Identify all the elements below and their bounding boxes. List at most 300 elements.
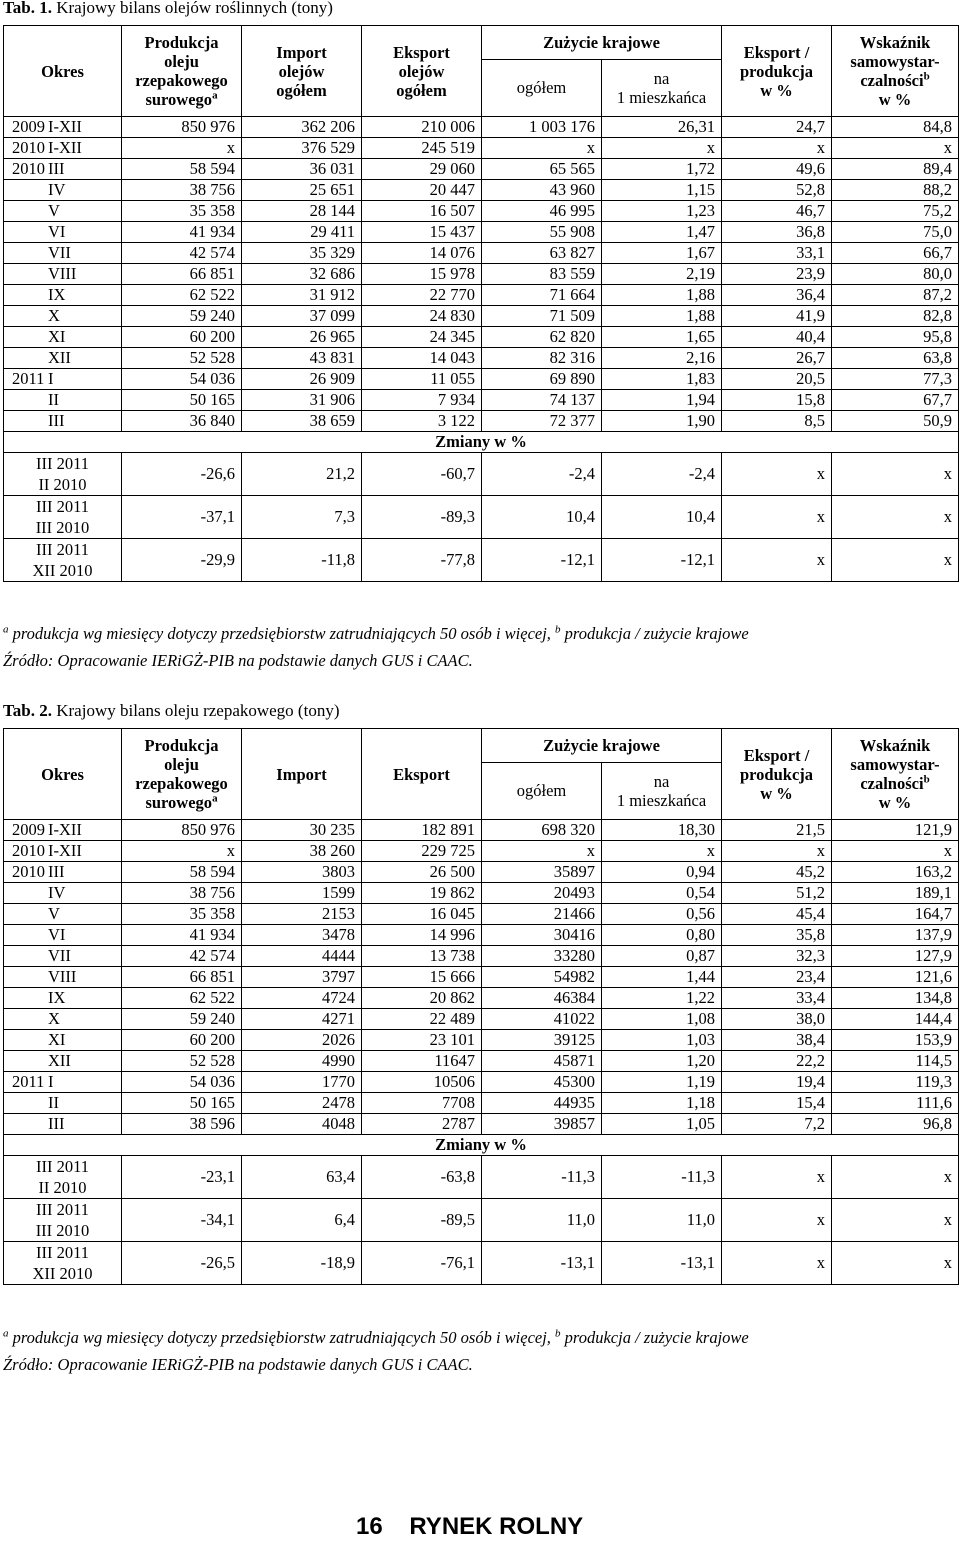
value-cell: 698 320 — [482, 820, 602, 841]
value-cell: 1,90 — [602, 411, 722, 432]
value-cell: 1,05 — [602, 1114, 722, 1135]
value-cell: 15,8 — [722, 390, 832, 411]
value-cell: x — [722, 841, 832, 862]
period-month: VIII — [48, 264, 77, 283]
value-cell: 21,5 — [722, 820, 832, 841]
value-cell: 36 840 — [122, 411, 242, 432]
period-cell — [4, 1051, 122, 1072]
value-cell: 24 830 — [362, 306, 482, 327]
period-month: I-XII — [48, 117, 82, 136]
period-year: 2009 — [12, 820, 45, 839]
value-cell: 1,44 — [602, 967, 722, 988]
value-cell: 1,03 — [602, 1030, 722, 1051]
value-cell: 15 978 — [362, 264, 482, 285]
value-cell: 14 996 — [362, 925, 482, 946]
table-2-footnote: $^a$ produkcja wg miesięcy dotyczy przedsiębiorstw zatrudniających 50 osób i więcej, $^b$ produkcja / zużycie krajowe — [3, 1327, 749, 1347]
table-row — [4, 159, 959, 180]
period-month: V — [48, 201, 60, 220]
value-cell: 376 529 — [242, 138, 362, 159]
change-value-cell: -26,5 — [122, 1242, 242, 1285]
comparison-period-cell — [4, 1156, 122, 1199]
value-cell: 153,9 — [832, 1030, 959, 1051]
period-month: I — [48, 369, 54, 388]
value-cell: 58 594 — [122, 159, 242, 180]
table-row — [4, 883, 959, 904]
value-cell: 1,08 — [602, 1009, 722, 1030]
value-cell: 2026 — [242, 1030, 362, 1051]
period-month: III — [48, 159, 65, 178]
header-eksport: Eksport — [362, 729, 482, 820]
value-cell: 33,4 — [722, 988, 832, 1009]
value-cell: 38,4 — [722, 1030, 832, 1051]
value-cell: 39125 — [482, 1030, 602, 1051]
period-cell — [4, 243, 122, 264]
table-row — [4, 967, 959, 988]
value-cell: 80,0 — [832, 264, 959, 285]
period-month: II — [48, 390, 59, 409]
period-month: XII — [48, 1051, 71, 1070]
period-cell — [4, 820, 122, 841]
value-cell: 1770 — [242, 1072, 362, 1093]
period-month: I — [48, 1072, 54, 1091]
value-cell: 0,80 — [602, 925, 722, 946]
value-cell: 52 528 — [122, 1051, 242, 1072]
change-row — [4, 539, 959, 582]
period-cell — [4, 117, 122, 138]
period-cell — [4, 1072, 122, 1093]
table-2-title: Krajowy bilans oleju rzepakowego (tony) — [56, 701, 340, 720]
value-cell: 16 045 — [362, 904, 482, 925]
value-cell: 38 260 — [242, 841, 362, 862]
header-import: Import olejów ogółem — [242, 26, 362, 117]
change-value-cell: 10,4 — [482, 496, 602, 539]
value-cell: 20,5 — [722, 369, 832, 390]
value-cell: 96,8 — [832, 1114, 959, 1135]
table-row — [4, 180, 959, 201]
value-cell: 62 522 — [122, 285, 242, 306]
change-value-cell: -60,7 — [362, 453, 482, 496]
change-value-cell: x — [722, 1242, 832, 1285]
period-year: 2010 — [12, 138, 45, 157]
value-cell: 36 031 — [242, 159, 362, 180]
comparison-period-cell — [4, 496, 122, 539]
change-value-cell: -89,3 — [362, 496, 482, 539]
value-cell: 20 862 — [362, 988, 482, 1009]
value-cell: 189,1 — [832, 883, 959, 904]
value-cell: 35 329 — [242, 243, 362, 264]
table-row — [4, 243, 959, 264]
value-cell: 52 528 — [122, 348, 242, 369]
value-cell: 26,7 — [722, 348, 832, 369]
value-cell: 43 960 — [482, 180, 602, 201]
value-cell: 41,9 — [722, 306, 832, 327]
value-cell: x — [602, 138, 722, 159]
value-cell: 60 200 — [122, 1030, 242, 1051]
header-zuzycie: Zużycie krajowe — [482, 26, 722, 60]
comparison-top: III 2011 — [36, 1243, 89, 1262]
value-cell: 15,4 — [722, 1093, 832, 1114]
value-cell: 137,9 — [832, 925, 959, 946]
value-cell: 38 659 — [242, 411, 362, 432]
header-import: Import — [242, 729, 362, 820]
table-row — [4, 988, 959, 1009]
value-cell: 21466 — [482, 904, 602, 925]
value-cell: 31 906 — [242, 390, 362, 411]
change-row — [4, 453, 959, 496]
change-value-cell: x — [832, 496, 959, 539]
period-cell — [4, 327, 122, 348]
value-cell: 75,0 — [832, 222, 959, 243]
value-cell: 72 377 — [482, 411, 602, 432]
value-cell: 127,9 — [832, 946, 959, 967]
value-cell: 58 594 — [122, 862, 242, 883]
value-cell: 3478 — [242, 925, 362, 946]
value-cell: 111,6 — [832, 1093, 959, 1114]
value-cell: 245 519 — [362, 138, 482, 159]
value-cell: 0,87 — [602, 946, 722, 967]
value-cell: 38,0 — [722, 1009, 832, 1030]
value-cell: 14 076 — [362, 243, 482, 264]
table-row — [4, 285, 959, 306]
period-month: IV — [48, 180, 66, 199]
value-cell: 45,2 — [722, 862, 832, 883]
comparison-bottom: XII 2010 — [32, 561, 93, 580]
change-value-cell: -89,5 — [362, 1199, 482, 1242]
value-cell: 2478 — [242, 1093, 362, 1114]
period-month: IX — [48, 988, 66, 1007]
value-cell: 43 831 — [242, 348, 362, 369]
table-1-number: Tab. 1. — [3, 0, 52, 17]
change-value-cell: -13,1 — [482, 1242, 602, 1285]
value-cell: 59 240 — [122, 306, 242, 327]
value-cell: 69 890 — [482, 369, 602, 390]
period-month: I-XII — [48, 820, 82, 839]
value-cell: 88,2 — [832, 180, 959, 201]
value-cell: x — [722, 138, 832, 159]
value-cell: x — [482, 841, 602, 862]
value-cell: 77,3 — [832, 369, 959, 390]
change-value-cell: -26,6 — [122, 453, 242, 496]
value-cell: 66,7 — [832, 243, 959, 264]
table-row — [4, 411, 959, 432]
value-cell: 4048 — [242, 1114, 362, 1135]
value-cell: 33280 — [482, 946, 602, 967]
value-cell: 82 316 — [482, 348, 602, 369]
header-eksport-produkcja: Eksport / produkcja w % — [722, 729, 832, 820]
table-1 — [3, 25, 959, 582]
header-produkcja: Produkcja oleju rzepakowego surowego$^a$ — [122, 26, 242, 117]
table-2-caption — [3, 701, 339, 721]
header-ogolem: ogółem — [482, 59, 602, 116]
table-row — [4, 862, 959, 883]
value-cell: 3797 — [242, 967, 362, 988]
value-cell: 1,15 — [602, 180, 722, 201]
value-cell: 23 101 — [362, 1030, 482, 1051]
value-cell: 134,8 — [832, 988, 959, 1009]
period-month: X — [48, 1009, 60, 1028]
change-value-cell: -34,1 — [122, 1199, 242, 1242]
period-cell — [4, 925, 122, 946]
value-cell: 19,4 — [722, 1072, 832, 1093]
comparison-period-cell — [4, 1199, 122, 1242]
header-eksport: Eksport olejów ogółem — [362, 26, 482, 117]
value-cell: 1,22 — [602, 988, 722, 1009]
value-cell: 54 036 — [122, 1072, 242, 1093]
period-cell — [4, 1093, 122, 1114]
period-month: XII — [48, 348, 71, 367]
period-cell — [4, 348, 122, 369]
value-cell: 52,8 — [722, 180, 832, 201]
change-value-cell: -29,9 — [122, 539, 242, 582]
value-cell: 4271 — [242, 1009, 362, 1030]
value-cell: 1,47 — [602, 222, 722, 243]
header-okres: Okres — [4, 729, 122, 820]
comparison-bottom: II 2010 — [38, 1178, 87, 1197]
header-ogolem: ogółem — [482, 762, 602, 819]
value-cell: 119,3 — [832, 1072, 959, 1093]
change-value-cell: 11,0 — [602, 1199, 722, 1242]
value-cell: 26,31 — [602, 117, 722, 138]
value-cell: 13 738 — [362, 946, 482, 967]
table-2-source: Źródło: Opracowanie IERiGŻ-PIB na podstawie danych GUS i CAAC. — [3, 1355, 473, 1374]
value-cell: 84,8 — [832, 117, 959, 138]
header-wskaznik: Wskaźnik samowystar- czalności$^b$ w % — [832, 26, 959, 117]
change-value-cell: x — [722, 453, 832, 496]
table-row — [4, 1030, 959, 1051]
value-cell: 1,23 — [602, 201, 722, 222]
value-cell: 50,9 — [832, 411, 959, 432]
value-cell: 95,8 — [832, 327, 959, 348]
table-2-number: Tab. 2. — [3, 701, 52, 720]
value-cell: 29 411 — [242, 222, 362, 243]
period-cell — [4, 946, 122, 967]
table-1-footnote: $^a$ produkcja wg miesięcy dotyczy przedsiębiorstw zatrudniających 50 osób i więcej, $^b$ produkcja / zużycie krajowe — [3, 623, 749, 643]
value-cell: 46,7 — [722, 201, 832, 222]
value-cell: 71 664 — [482, 285, 602, 306]
value-cell: 35,8 — [722, 925, 832, 946]
change-row — [4, 496, 959, 539]
period-cell — [4, 285, 122, 306]
value-cell: 362 206 — [242, 117, 362, 138]
table-row — [4, 1009, 959, 1030]
period-cell — [4, 369, 122, 390]
table-row — [4, 117, 959, 138]
table-row — [4, 222, 959, 243]
value-cell: 22 770 — [362, 285, 482, 306]
change-row — [4, 1199, 959, 1242]
period-cell — [4, 264, 122, 285]
change-value-cell: -37,1 — [122, 496, 242, 539]
value-cell: x — [832, 841, 959, 862]
change-value-cell: 6,4 — [242, 1199, 362, 1242]
table-1-source: Źródło: Opracowanie IERiGŻ-PIB na podstawie danych GUS i CAAC. — [3, 651, 473, 670]
value-cell: 2,19 — [602, 264, 722, 285]
period-year: 2011 — [12, 1072, 45, 1091]
period-month: I-XII — [48, 841, 82, 860]
header-wskaznik: Wskaźnik samowystar- czalności$^b$ w % — [832, 729, 959, 820]
value-cell: 54982 — [482, 967, 602, 988]
value-cell: 38 756 — [122, 883, 242, 904]
table-row — [4, 1051, 959, 1072]
value-cell: 26 500 — [362, 862, 482, 883]
change-value-cell: -11,3 — [602, 1156, 722, 1199]
value-cell: 60 200 — [122, 327, 242, 348]
period-month: VI — [48, 925, 66, 944]
value-cell: 1,19 — [602, 1072, 722, 1093]
period-cell — [4, 159, 122, 180]
comparison-top: III 2011 — [36, 540, 89, 559]
value-cell: 1 003 176 — [482, 117, 602, 138]
period-cell — [4, 862, 122, 883]
change-value-cell: 21,2 — [242, 453, 362, 496]
period-cell — [4, 180, 122, 201]
change-value-cell: -76,1 — [362, 1242, 482, 1285]
change-value-cell: -12,1 — [602, 539, 722, 582]
value-cell: 35 358 — [122, 904, 242, 925]
table-row — [4, 1114, 959, 1135]
change-value-cell: -2,4 — [602, 453, 722, 496]
value-cell: 28 144 — [242, 201, 362, 222]
value-cell: 1,94 — [602, 390, 722, 411]
value-cell: 44935 — [482, 1093, 602, 1114]
header-okres: Okres — [4, 26, 122, 117]
value-cell: 71 509 — [482, 306, 602, 327]
value-cell: 75,2 — [832, 201, 959, 222]
header-eksport-produkcja: Eksport / produkcja w % — [722, 26, 832, 117]
table-row — [4, 390, 959, 411]
table-row — [4, 904, 959, 925]
table-row — [4, 1093, 959, 1114]
period-month: VII — [48, 243, 71, 262]
change-value-cell: -2,4 — [482, 453, 602, 496]
value-cell: 20493 — [482, 883, 602, 904]
comparison-bottom: III 2010 — [35, 1221, 90, 1240]
value-cell: 32,3 — [722, 946, 832, 967]
period-month: VIII — [48, 967, 77, 986]
change-value-cell: -11,3 — [482, 1156, 602, 1199]
change-value-cell: 11,0 — [482, 1199, 602, 1242]
value-cell: 11647 — [362, 1051, 482, 1072]
value-cell: 33,1 — [722, 243, 832, 264]
header-na-mieszkanca: na 1 mieszkańca — [602, 59, 722, 116]
table-row — [4, 327, 959, 348]
value-cell: 2,16 — [602, 348, 722, 369]
period-month: IV — [48, 883, 66, 902]
value-cell: 18,30 — [602, 820, 722, 841]
value-cell: 7 934 — [362, 390, 482, 411]
value-cell: 2787 — [362, 1114, 482, 1135]
value-cell: 121,6 — [832, 967, 959, 988]
period-cell — [4, 306, 122, 327]
period-cell — [4, 1114, 122, 1135]
value-cell: 15 437 — [362, 222, 482, 243]
period-cell — [4, 883, 122, 904]
value-cell: 31 912 — [242, 285, 362, 306]
value-cell: 1,20 — [602, 1051, 722, 1072]
change-value-cell: x — [832, 1156, 959, 1199]
period-cell — [4, 904, 122, 925]
page-footer: 16 RYNEK ROLNY — [356, 1513, 584, 1540]
value-cell: 83 559 — [482, 264, 602, 285]
value-cell: 74 137 — [482, 390, 602, 411]
table-row — [4, 369, 959, 390]
value-cell: 229 725 — [362, 841, 482, 862]
value-cell: 46384 — [482, 988, 602, 1009]
period-month: II — [48, 1093, 59, 1112]
change-value-cell: x — [832, 1199, 959, 1242]
value-cell: 40,4 — [722, 327, 832, 348]
value-cell: 45300 — [482, 1072, 602, 1093]
change-value-cell: -77,8 — [362, 539, 482, 582]
comparison-period-cell — [4, 1242, 122, 1285]
comparison-period-cell — [4, 453, 122, 496]
change-value-cell: x — [722, 1199, 832, 1242]
comparison-bottom: XII 2010 — [32, 1264, 93, 1283]
value-cell: 54 036 — [122, 369, 242, 390]
period-month: X — [48, 306, 60, 325]
value-cell: 62 522 — [122, 988, 242, 1009]
change-value-cell: x — [832, 1242, 959, 1285]
value-cell: 4724 — [242, 988, 362, 1009]
period-month: V — [48, 904, 60, 923]
value-cell: 25 651 — [242, 180, 362, 201]
comparison-bottom: III 2010 — [35, 518, 90, 537]
value-cell: 45,4 — [722, 904, 832, 925]
value-cell: 16 507 — [362, 201, 482, 222]
value-cell: 4990 — [242, 1051, 362, 1072]
value-cell: 1,83 — [602, 369, 722, 390]
change-value-cell: 63,4 — [242, 1156, 362, 1199]
value-cell: 14 043 — [362, 348, 482, 369]
table-row — [4, 925, 959, 946]
value-cell: 46 995 — [482, 201, 602, 222]
value-cell: 55 908 — [482, 222, 602, 243]
value-cell: 26 909 — [242, 369, 362, 390]
value-cell: 35 358 — [122, 201, 242, 222]
value-cell: 0,54 — [602, 883, 722, 904]
value-cell: 50 165 — [122, 390, 242, 411]
value-cell: 38 596 — [122, 1114, 242, 1135]
value-cell: 41022 — [482, 1009, 602, 1030]
value-cell: 850 976 — [122, 117, 242, 138]
value-cell: 30 235 — [242, 820, 362, 841]
value-cell: 11 055 — [362, 369, 482, 390]
value-cell: 23,4 — [722, 967, 832, 988]
value-cell: 4444 — [242, 946, 362, 967]
value-cell: x — [122, 841, 242, 862]
table-row — [4, 306, 959, 327]
value-cell: 37 099 — [242, 306, 362, 327]
value-cell: 0,94 — [602, 862, 722, 883]
changes-label: Zmiany w % — [4, 432, 959, 453]
period-cell — [4, 988, 122, 1009]
value-cell: 1,88 — [602, 285, 722, 306]
value-cell: 67,7 — [832, 390, 959, 411]
period-cell — [4, 1030, 122, 1051]
change-value-cell: 10,4 — [602, 496, 722, 539]
value-cell: 62 820 — [482, 327, 602, 348]
table-row — [4, 946, 959, 967]
table-row — [4, 138, 959, 159]
period-month: XI — [48, 1030, 66, 1049]
value-cell: 210 006 — [362, 117, 482, 138]
value-cell: 29 060 — [362, 159, 482, 180]
value-cell: 36,4 — [722, 285, 832, 306]
period-cell — [4, 1009, 122, 1030]
change-value-cell: x — [832, 539, 959, 582]
value-cell: 63,8 — [832, 348, 959, 369]
value-cell: x — [602, 841, 722, 862]
